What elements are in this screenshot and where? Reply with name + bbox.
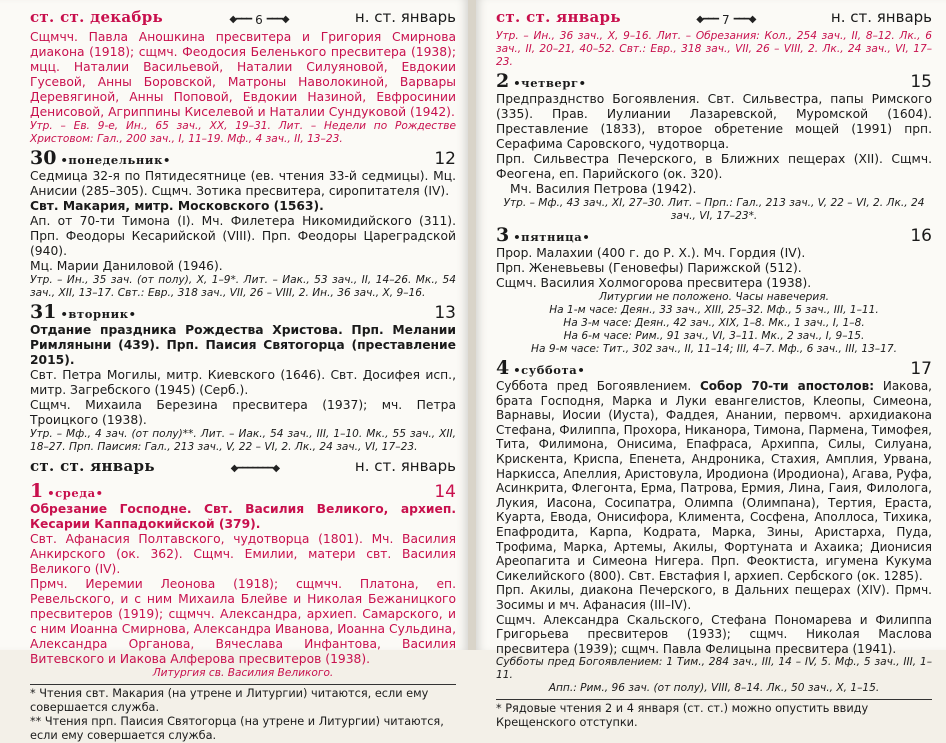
day-text: Сщмч. Александра Скальского, Стефана Пономарева и Филиппа Григорьева пресвитеров (1933); сщмч. Николая Маслова пресвитера (1939); сщмч. Павла Фелицына пресвитера (1941).: [496, 612, 932, 656]
left-page: [0, 0, 468, 742]
apostles-synaxis: [496, 379, 932, 583]
day-text: Предпразднство Богоявления. Свт. Сильвестра, папы Римского (335). Прав. Иулиании Лазаревской, Муромской (1604). Преставление (1833), второе обретение мощей (1991) прп. Серафима Саровского, чудотворца.: [496, 92, 932, 151]
intro-commemorations: Сщмчч. Павла Аношкина пресвитера и Григория Смирнова диакона (1918); сщмч. Феодосия Беленького пресвитера (1938); мцц. Наталии Васильевой, Наталии Силуяновой, Евдокии Гусевой, Анны Боровской, Матроны Наволокиной, Варвары Деревягиной, Анны Поповой, Евдокии Назиной, Евфросинии Денисовой, Агриппины Киселевой и Наталии Сундуковой (1942).: [30, 30, 456, 119]
day-text: Ап. от 70-ти Тимона (I). Мч. Филетера Никомидийского (311). Прп. Феодоры Кесарийской (VIII). Прп. Феодоры Цареградской (940).: [30, 214, 456, 258]
day-text: Прп. Женевьевы (Геновефы) Парижской (512).: [496, 261, 802, 275]
day-number: 1: [30, 480, 44, 502]
ornament-icon: ◆━━━━━━━◆: [230, 463, 280, 474]
intro-reading: Утр. – Ев. 9-е, Ин., 65 зач., XX, 19–31. Лит. – Недели по Рождестве Христовом: Гал., 200 зач., I, 11–19. Мф., 4 зач., II, 13–23.: [30, 120, 456, 145]
feast-leavetaking: Отдание праздника Рождества Христова. Прп. Мелании Римляныни (439). Прп. Паисия Святогорца (преставление 2015).: [30, 323, 456, 367]
ornament-icon: ◆━━━: [229, 14, 252, 25]
footnote: ** Чтения прп. Паисия Святогорца (на утрене и Литургии) читаются, если ему совершается служба.: [30, 715, 444, 742]
hours-reading: На 3-м часе: Деян., 42 зач., XIX, 1–8. Мк., 1 зач., I, 1–8.: [563, 317, 865, 329]
right-page: [476, 0, 946, 730]
saturday-label: Суббота пред Богоявлением.: [496, 379, 700, 393]
weekday: •среда•: [47, 486, 104, 500]
bold-saint: Свт. Макария, митр. Московского (1563).: [30, 199, 324, 213]
day-text: Седмица 32-я по Пятидесятнице (ев. чтения 33-й седмицы). Мц. Анисии (285–305). Сщмч. Зотика пресвитера, сиропитателя (IV).: [30, 169, 456, 198]
day-number: 2: [496, 70, 510, 92]
day-text: Мц. Марии Даниловой (1946).: [30, 259, 223, 273]
day-number: 4: [496, 357, 510, 379]
weekday: •вторник•: [60, 307, 137, 321]
day-text: Прп. Акилы, диакона Печерского, в Дальних пещерах (XIV). Прмч. Зосимы и мч. Афанасия (III–IV).: [496, 583, 932, 612]
synaxis-title: Собор 70-ти апостолов:: [700, 379, 875, 393]
day-heading: [30, 148, 456, 169]
old-style-month: ст. ст. декабрь: [30, 8, 164, 26]
new-style-date: 15: [910, 72, 932, 92]
page-number: 7: [722, 12, 730, 27]
hours-reading: На 6-м часе: Рим., 91 зач., VI, 3–11. Мк., 2 зач., I, 9–15.: [563, 330, 865, 342]
weekday: •суббота•: [513, 363, 586, 377]
weekday: •понедельник•: [60, 153, 171, 167]
apostles-list: Иакова, брата Господня, Марка и Луки евангелистов, Клеопы, Симеона, Варнавы, Иосии (Иуста), Фаддея, Анании, первомч. архидиакона Стефана, Филиппа, Прохора, Никанора, Тимона, Пармена, Тимофея, Тита, Филимона, Онисима, Епафраса, Архиппа, Силы, Силуана, Крискента, Криспа, Епенета, Андроника, Стахия, Амплия, Урвана, Наркисса, Апеллия, Аристовула, Иродиона (Иродиона), Агава, Руфа, Асинкрита, Флегонта, Ерма, Патрова, Ермия, Лина, Гаия, Филолога, Лукия, Иасона, Сосипатра, Олимпа (Олимпана), Тертия, Ераста, Куарта, Евода, Онисифора, Климента, Сосфена, Аполлоса, Тихика, Епафродита, Карпа, Кодрата, Марка, Зины, Аристарха, Пуда, Трофима, Марка, Артемы, Акилы, Фортуната и Ахаика; Дионисия Ареопагита и Симеона Нигера. Прп. Феоктиста, игумена Кукума Сикелийского (800). Свт. Евстафия I, архиеп. Сербского (ок. 1285).: [496, 379, 932, 583]
ornament-icon: ◆━━━: [696, 14, 719, 25]
feast-title: [30, 502, 456, 532]
new-style-date: 13: [434, 303, 456, 323]
day-text: Прп. Сильвестра Печерского, в Ближних пещерах (XII). Сщмч. Феогена, еп. Парийского (ок. 320).: [496, 152, 932, 181]
footnote: * Чтения свт. Макария (на утрене и Литургии) читаются, если ему совершается служба.: [30, 687, 429, 714]
new-style-month: н. ст. январь: [354, 457, 456, 475]
new-style-date: 12: [434, 149, 456, 169]
ornament-icon: ━━━◆: [733, 14, 756, 25]
hours-reading: На 9-м часе: Тит., 302 зач., II, 11–14; III, 4–7. Мф., 6 зач., III, 13–17.: [531, 343, 897, 355]
old-style-month: ст. ст. январь: [30, 457, 155, 475]
new-style-month: н. ст. январь: [354, 8, 456, 26]
liturgy-note: Литургия св. Василия Великого.: [152, 667, 334, 679]
new-style-date: 17: [910, 359, 932, 379]
day-text: Сщмч. Михаила Березина пресвитера (1937); мч. Петра Троицкого (1938).: [30, 398, 456, 427]
feast-title-text: Обрезание Господне. Свт. Василия Великого, архиеп. Кесарии Каппадокийской (379).: [30, 502, 456, 531]
footnote-divider: [496, 699, 932, 700]
day-text-bold: [30, 323, 456, 368]
old-style-month: ст. ст. январь: [496, 8, 621, 26]
day-number: 30: [30, 147, 57, 169]
footnote-divider: [30, 684, 456, 685]
day-heading: [496, 225, 932, 246]
page-number: 6: [255, 12, 263, 27]
new-style-date: 16: [910, 226, 932, 246]
day-heading: [30, 481, 456, 502]
new-style-date: 14: [434, 482, 456, 502]
weekday: •пятница•: [513, 230, 591, 244]
day-reading: Утр. – Мф., 4 зач. (от полу)**. Лит. – Иак., 54 зач., III, 1–10. Мк., 55 зач., XII, 18–27. Прп. Паисия: Гал., 213 зач., V, 22 – VI, 2. Лк., 24 зач., VI, 17–23.: [30, 428, 456, 453]
day-number: 3: [496, 224, 510, 246]
day-heading: [496, 71, 932, 92]
day-heading: [30, 302, 456, 323]
day-text: Прор. Малахии (400 г. до Р. Х.). Мч. Гордия (IV).: [496, 246, 806, 260]
hours-reading: На 1-м часе: Деян., 33 зач., XIII, 25–32. Мф., 5 зач., III, 1–11.: [549, 304, 879, 316]
new-style-month: н. ст. январь: [830, 8, 932, 26]
footnote: * Рядовые чтения 2 и 4 января (ст. ст.) можно опустить ввиду Крещенского отступки.: [496, 702, 869, 730]
day-number: 31: [30, 301, 57, 323]
day-reading: Апп.: Рим., 96 зач. (от полу), VIII, 8–14. Лк., 50 зач., X, 1–15.: [548, 682, 880, 695]
day-reading: Утр. – Ин., 35 зач. (от полу), X, 1–9*. Лит. – Иак., 53 зач., II, 14–26. Мк., 54 зач., XII, 13–17. Свт.: Евр., 318 зач., VII, 26 – VIII, 2. Ин., 36 зач., X, 9–16.: [30, 274, 456, 299]
book-gutter: [468, 0, 476, 650]
hours-note: Литургии не положено. Часы навечерия.: [598, 291, 829, 303]
day-text: Мч. Василия Петрова (1942).: [510, 182, 697, 196]
day-text: Свт. Петра Могилы, митр. Киевского (1646). Свт. Досифея исп., митр. Загребского (1945) (Серб.).: [30, 368, 456, 397]
right-page-header: [496, 8, 932, 30]
day-text: Сщмч. Василия Холмогорова пресвитера (1938).: [496, 276, 812, 290]
day-text: Свт. Афанасия Полтавского, чудотворца (1801). Мч. Василия Анкирского (ок. 362). Сщмч. Емилии, матери свт. Василия Великого (IV).: [30, 532, 456, 576]
month-divider: [30, 457, 456, 479]
ornament-icon: ━━━◆: [266, 14, 289, 25]
left-page-header: [30, 8, 456, 30]
top-reading: Утр. – Ин., 36 зач., X, 9–16. Лит. – Обрезания: Кол., 254 зач., II, 8–12. Лк., 6 зач., II, 20–21, 40–52. Свт.: Евр., 318 зач., VII, 26 – VIII, 2. Лк., 24 зач., VI, 17–23.: [496, 30, 932, 68]
day-reading: Субботы пред Богоявлением: 1 Тим., 284 зач., III, 14 – IV, 5. Мф., 5 зач., III, 1–11.: [496, 656, 932, 682]
day-text-bold: [30, 199, 456, 214]
day-heading: [496, 358, 932, 379]
day-text: Прмч. Иеремии Леонова (1918); сщмчч. Платона, еп. Ревельского, и с ним Михаила Блейве и Николая Бежаницкого пресвитеров (1919); сщмчч. Александра, архиеп. Самарского, и с ним Иоанна Смирнова, Александра Иванова, Иоанна Сульдина, Александра Органова, Вячеслава Инфантова, Василия Витевского и Иакова Алферова пресвитеров (1938).: [30, 577, 456, 666]
day-reading: Утр. – Мф., 43 зач., XI, 27–30. Лит. – Прп.: Гал., 213 зач., V, 22 – VI, 2. Лк., 24 зач., VI, 17–23*.: [503, 197, 925, 222]
weekday: •четверг•: [513, 76, 587, 90]
